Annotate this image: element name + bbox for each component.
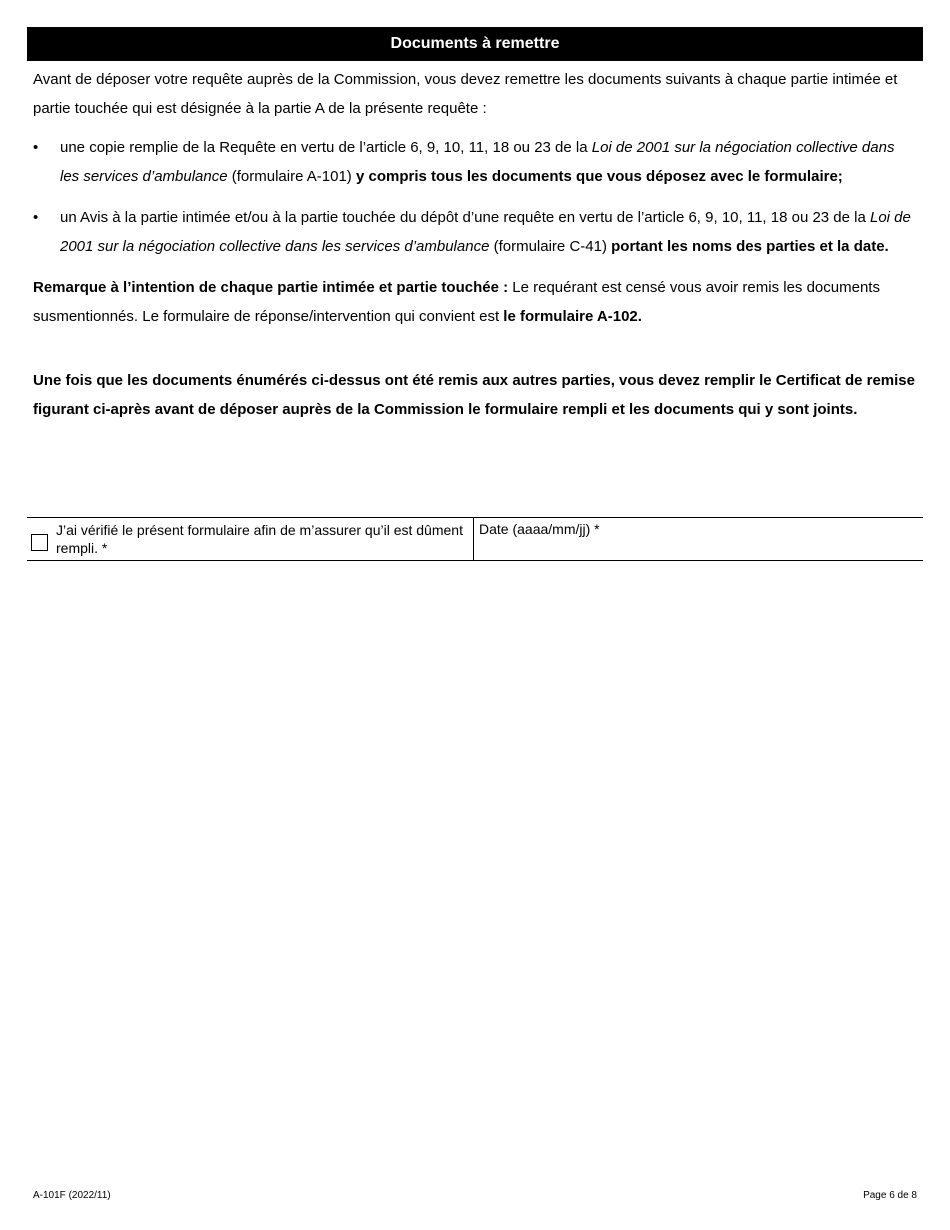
note-text: Le requérant est censé vous avoir remis les documents susmentionnés. Le formulaire de réponse/intervention qui convient est xyxy=(33,279,880,325)
date-cell xyxy=(474,518,923,560)
documents-list xyxy=(33,133,917,261)
date-input[interactable] xyxy=(479,538,918,554)
section-title-bar xyxy=(27,27,923,61)
item-text: une copie remplie de la Requête en vertu de l’article 6, 9, 10, 11, 18 ou 23 de la xyxy=(60,139,592,156)
verification-row xyxy=(27,517,923,561)
date-label: Date (aaaa/mm/jj) * xyxy=(479,521,600,537)
item-emphasis: portant les noms des parties et la date. xyxy=(611,238,889,255)
note-paragraph xyxy=(33,273,917,331)
item-text: un Avis à la partie intimée et/ou à la partie touchée du dépôt d’une requête en vertu de l’article 6, 9, 10, 11, 18 ou 23 de la xyxy=(60,209,870,226)
bullet-marker: • xyxy=(33,139,39,156)
form-code: A-101F (2022/11) xyxy=(33,1190,111,1201)
intro-paragraph: Avant de déposer votre requête auprès de la Commission, vous devez remettre les documents suivants à chaque partie intimée et partie touchée qui est désignée à la partie A de la présente requête : xyxy=(33,71,898,117)
verification-cell xyxy=(27,518,474,560)
document-body xyxy=(33,65,917,424)
final-instruction-paragraph: Une fois que les documents énumérés ci-dessus ont été remis aux autres parties, vous devez remplir le Certificat de remise figurant ci-après avant de déposer auprès de la Commission le formulaire rempli et les documents qui y sont joints. xyxy=(33,372,915,418)
list-item xyxy=(33,133,917,191)
section-title: Documents à remettre xyxy=(390,35,560,52)
verification-label: J’ai vérifié le présent formulaire afin de m’assurer qu’il est dûment rempli. * xyxy=(56,522,463,556)
note-form-reference: le formulaire A-102. xyxy=(503,308,642,325)
item-text-form: (formulaire A-101) xyxy=(227,168,356,185)
law-title: Loi de 2001 sur la négociation collective dans les services d’ambulance xyxy=(60,139,895,185)
verification-checkbox[interactable] xyxy=(31,534,48,551)
law-title: Loi de 2001 sur la négociation collective dans les services d’ambulance xyxy=(60,209,911,255)
list-item xyxy=(33,203,917,261)
item-emphasis: y compris tous les documents que vous déposez avec le formulaire; xyxy=(355,168,843,185)
item-text-form: (formulaire C-41) xyxy=(489,238,612,255)
note-lead: Remarque à l’intention de chaque partie intimée et partie touchée : xyxy=(33,279,509,296)
bullet-marker: • xyxy=(33,209,39,226)
page-number: Page 6 de 8 xyxy=(863,1190,917,1201)
